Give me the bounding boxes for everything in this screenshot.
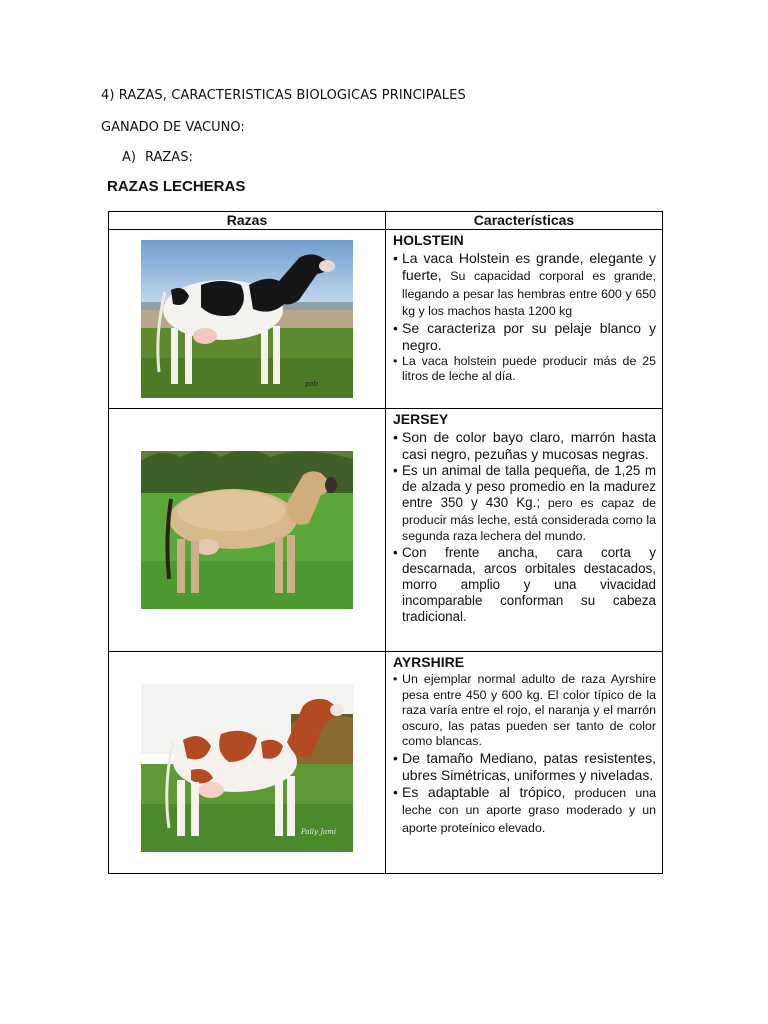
characteristic-item [393,545,656,625]
characteristic-text: Es un animal de talla pequeña, de 1,25 m de alzada y peso promedio en la madurez entre 350 y 430 Kg.; [402,463,656,510]
characteristic-item [393,429,656,463]
column-header-caracteristicas: Características [386,212,663,230]
breed-name: HOLSTEIN [393,232,464,248]
breeds-table [108,211,663,874]
characteristic-text: De tamaño Mediano, patas resistentes, ubres Simétricas, uniformes y niveladas. [402,749,656,783]
characteristic-text-small: La vaca holstein puede producir más de 25 litros de leche al día. [402,353,656,383]
breed-characteristics-cell [386,409,663,652]
table-row-ayrshire [109,652,663,874]
table-header-row [109,212,663,230]
characteristic-text: Son de color bayo claro, marrón hasta casi negro, pezuñas y mucosas negras. [402,429,656,462]
characteristic-item [393,784,656,837]
characteristic-text-small: Su capacidad corporal es grande, llegando a pesar las hembras entre 600 y 650 kg y los machos hasta 1200 kg [402,269,656,318]
characteristic-text: Se caracteriza por su pelaje blanco y negro. [402,319,656,353]
list-item-label: RAZAS: [145,150,193,165]
table-row-holstein [109,230,663,409]
section-title: RAZAS LECHERAS [107,178,246,195]
characteristic-item [393,463,656,545]
ayrshire-cow-photo [141,684,353,842]
table-row-jersey [109,409,663,652]
holstein-cow-photo [141,240,353,398]
breed-name: AYRSHIRE [393,654,465,670]
document-subheading: GANADO DE VACUNO: [101,120,245,135]
characteristic-text-small: pero es capaz de producir más leche, está considerada como la segunda raza lechera del mundo. [402,496,656,543]
characteristic-item [393,672,656,750]
characteristic-text: Con frente ancha, cara corta y descarnada, arcos orbitales destacados, morro amplio y una vivacidad incomparable conforman su cabeza tradicional. [402,544,656,624]
photo-watermark: Pally Jami [301,827,337,836]
list-item-number: A) [122,150,136,165]
characteristic-item [393,750,656,784]
list-item-razas [122,150,193,165]
breed-photo-cell [109,230,386,409]
characteristic-item [393,320,656,354]
breed-name: JERSEY [393,411,449,427]
breed-characteristics-cell [386,652,663,874]
photo-watermark: pob [305,380,319,388]
characteristic-item [393,250,656,320]
breed-photo-cell [109,652,386,874]
breed-characteristics-cell [386,230,663,409]
breed-photo-cell [109,409,386,652]
jersey-cow-photo [141,451,353,609]
characteristic-item [393,354,656,385]
characteristic-text-small: Un ejemplar normal adulto de raza Ayrshire pesa entre 450 y 600 kg. El color típico de la raza varía entre el rojo, el naranja y el marrón oscuro, las patas pueden ser tanto de color como blancas. [402,672,656,748]
characteristic-text: La vaca Holstein es grande, elegante y fuerte, [402,250,656,283]
characteristic-text-small: producen una leche con un aporte graso moderado y un aporte proteínico elevado. [402,785,656,835]
characteristic-text: Es adaptable al trópico, [402,783,566,800]
document-heading: 4) RAZAS, CARACTERISTICAS BIOLOGICAS PRINCIPALES [101,88,466,103]
column-header-razas: Razas [109,212,386,230]
